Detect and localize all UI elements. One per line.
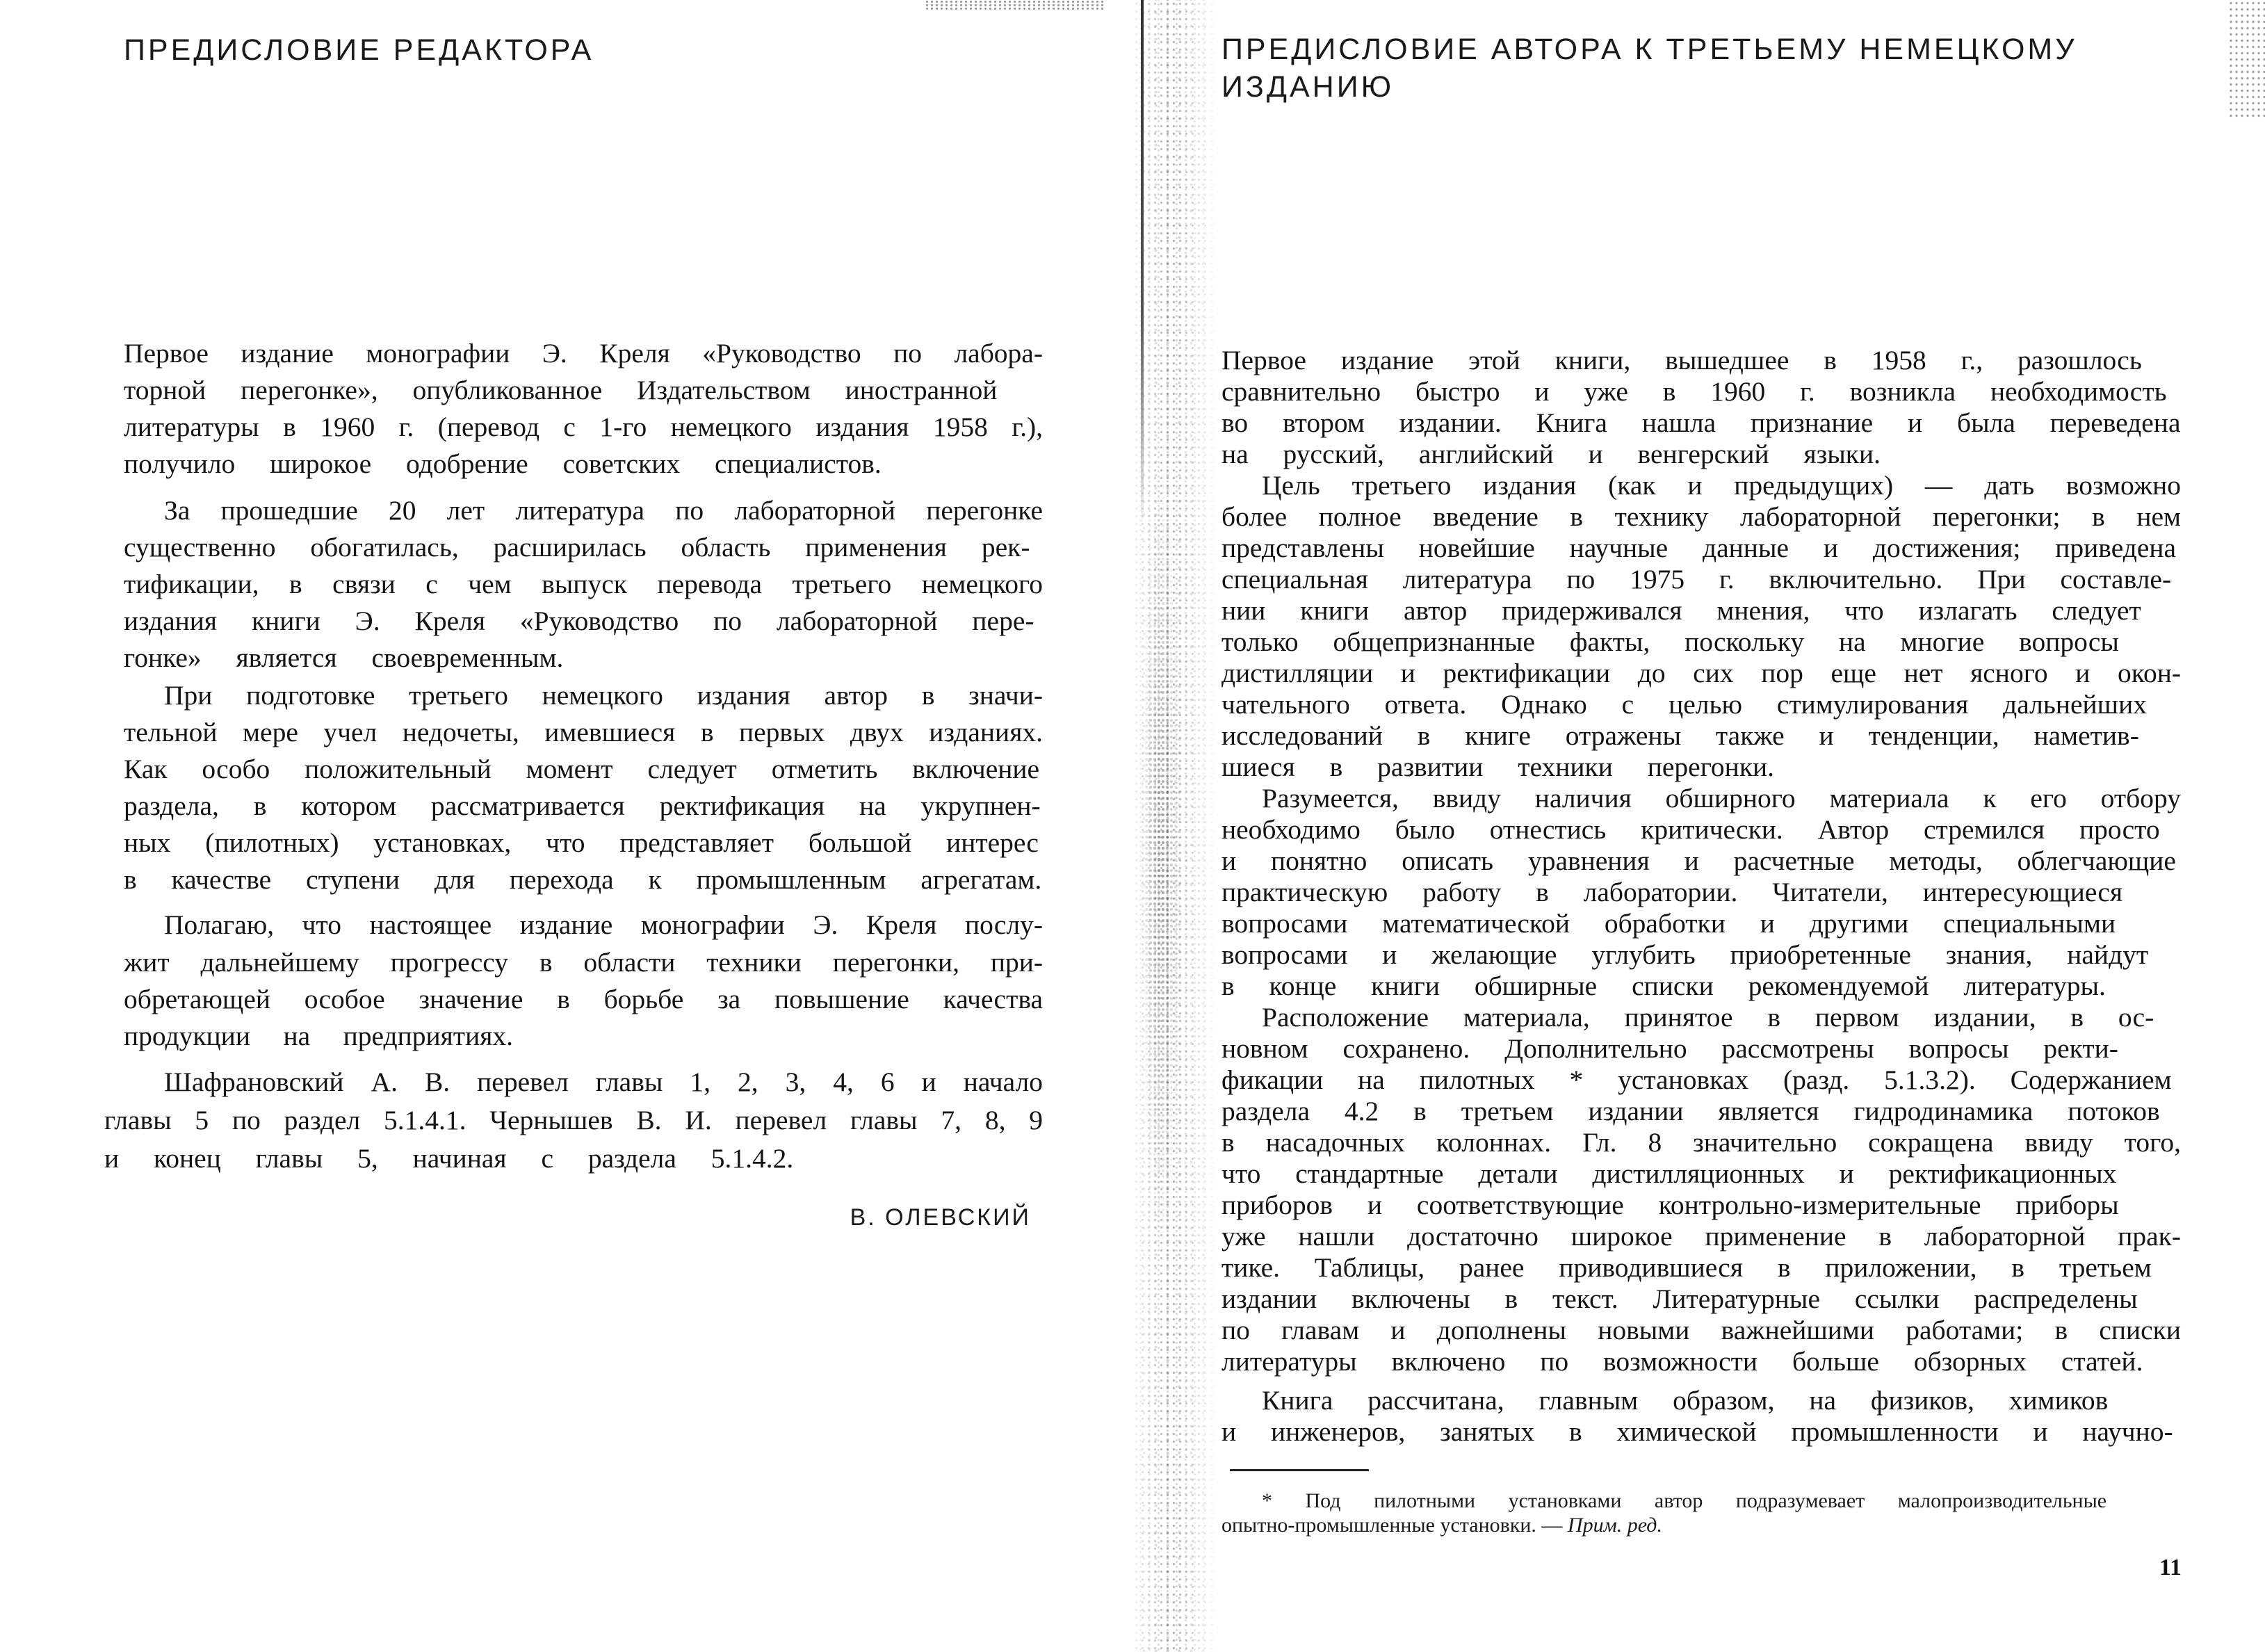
- text-line: новном сохранено. Дополнительно рассмотрены вопросы ректи-: [1221, 1033, 2118, 1064]
- text-line: торной перегонке», опубликованное Издательством иностранной: [124, 375, 998, 405]
- right-page: [1132, 0, 2265, 1652]
- gutter-line: [1141, 0, 1144, 528]
- footnote-divider: [1230, 1469, 1369, 1471]
- scan-speckle: [2228, 0, 2265, 118]
- text-line: получило широкое одобрение советских специалистов.: [124, 448, 882, 479]
- text-line: Разумеется, ввиду наличия обширного материала к его отбору: [1262, 783, 2181, 813]
- text-line: и инженеров, занятых в химической промышленности и научно-: [1221, 1416, 2173, 1447]
- text-line: практическую работу в лаборатории. Читатели, интересующиеся: [1221, 877, 2123, 907]
- editor-preface-heading: ПРЕДИСЛОВИЕ РЕДАКТОРА: [124, 33, 594, 67]
- text-line: вопросами и желающие углубить приобретенные знания, найдут: [1221, 939, 2149, 970]
- text-line: в насадочных колоннах. Гл. 8 значительно сокращена ввиду того,: [1221, 1127, 2181, 1158]
- text-line: сравнительно быстро и уже в 1960 г. возникла необходимость: [1221, 376, 2167, 407]
- text-line: более полное введение в технику лабораторной перегонки; в нем: [1221, 501, 2181, 532]
- text-line: гонке» является своевременным.: [124, 642, 564, 673]
- text-line: За прошедшие 20 лет литература по лабораторной перегонке: [164, 495, 1043, 526]
- text-line: жит дальнейшему прогрессу в области техники перегонки, при-: [124, 947, 1043, 978]
- text-line: и конец главы 5, начиная с раздела 5.1.4.2.: [104, 1143, 794, 1174]
- text-line: раздела 4.2 в третьем издании является гидродинамика потоков: [1221, 1096, 2160, 1126]
- text-line: издании включены в текст. Литературные ссылки распределены: [1221, 1283, 2138, 1314]
- text-line: Полагаю, что настоящее издание монографии Э. Креля послу-: [164, 909, 1043, 940]
- text-line: При подготовке третьего немецкого издания автор в значи-: [164, 680, 1043, 711]
- text-line: дистилляции и ректификации до сих пор еще нет ясного и окон-: [1221, 658, 2181, 688]
- gutter-shadow: [1140, 445, 1182, 1279]
- text-line: на русский, английский и венгерский языки.: [1221, 439, 1881, 469]
- text-line: издания книги Э. Креля «Руководство по лабораторной пере-: [124, 606, 1034, 636]
- author-preface-heading: [1221, 31, 2181, 106]
- text-line: обретающей особое значение в борьбе за повышение качества: [124, 984, 1043, 1014]
- text-line: представлены новейшие научные данные и достижения; приведена: [1221, 533, 2177, 563]
- text-line: главы 5 по раздел 5.1.4.1. Чернышев В. И. перевел главы 7, 8, 9: [104, 1105, 1043, 1135]
- footnote-line: [1221, 1514, 1662, 1537]
- footnote-text: опытно-промышленные установки. —: [1221, 1514, 1563, 1537]
- text-line: что стандартные детали дистилляционных и ректификационных: [1221, 1158, 2117, 1189]
- text-line: Цель третьего издания (как и предыдущих) — дать возможно: [1262, 470, 2181, 501]
- text-line: тельной мере учел недочеты, имевшиеся в первых двух изданиях.: [124, 717, 1043, 747]
- page-number: 11: [2159, 1555, 2182, 1580]
- text-line: Книга рассчитана, главным образом, на физиков, химиков: [1262, 1385, 2109, 1416]
- text-line: специальная литература по 1975 г. включительно. При составле-: [1221, 564, 2172, 594]
- footnote-note: Прим. ред.: [1567, 1514, 1662, 1537]
- text-line: Расположение материала, принятое в первом издании, в ос-: [1262, 1002, 2154, 1032]
- text-line: и понятно описать уравнения и расчетные методы, облегчающие: [1221, 845, 2176, 876]
- text-line: Шафрановский А. В. перевел главы 1, 2, 3, 4, 6 и начало: [164, 1067, 1043, 1097]
- text-line: тике. Таблицы, ранее приводившиеся в приложении, в третьем: [1221, 1252, 2152, 1283]
- text-line: в качестве ступени для перехода к промышленным агрегатам.: [124, 864, 1042, 895]
- text-line: Первое издание этой книги, вышедшее в 1958 г., разошлось: [1221, 345, 2142, 375]
- text-line: существенно обогатилась, расширилась область применения рек-: [124, 532, 1030, 562]
- text-line: вопросами математической обработки и другими специальными: [1221, 908, 2116, 939]
- text-line: литературы включено по возможности больше обзорных статей.: [1221, 1346, 2143, 1377]
- text-line: Первое издание монографии Э. Креля «Руководство по лабора-: [124, 338, 1043, 369]
- scan-speckle: [925, 0, 1105, 10]
- text-line: фикации на пилотных * установках (разд. 5.1.3.2). Содержанием: [1221, 1064, 2172, 1095]
- text-line: приборов и соответствующие контрольно-измерительные приборы: [1221, 1190, 2119, 1220]
- text-line: в конце книги обширные списки рекомендуемой литературы.: [1221, 971, 2106, 1001]
- signature: В. ОЛЕВСКИЙ: [850, 1204, 1031, 1231]
- text-line: раздела, в котором рассматривается ректификация на укрупнен-: [124, 791, 1041, 821]
- text-line: шиеся в развитии техники перегонки.: [1221, 752, 1775, 782]
- text-line: исследований в книге отражены также и тенденции, наметив-: [1221, 720, 2139, 751]
- text-line: только общепризнанные факты, поскольку на многие вопросы: [1221, 626, 2119, 657]
- footnote-line: * Под пилотными установками автор подразумевает малопроизводительные: [1262, 1489, 2107, 1512]
- text-line: чательного ответа. Однако с целью стимулирования дальнейших: [1221, 689, 2147, 720]
- text-line: Как особо положительный момент следует отметить включение: [124, 754, 1040, 784]
- text-line: во втором издании. Книга нашла признание и была переведена: [1221, 407, 2181, 438]
- text-line: продукции на предприятиях.: [124, 1021, 513, 1051]
- text-line: ных (пилотных) установках, что представляет большой интерес: [124, 827, 1039, 858]
- heading-line: ПРЕДИСЛОВИЕ АВТОРА К ТРЕТЬЕМУ НЕМЕЦКОМУ: [1221, 33, 2077, 66]
- text-line: уже нашли достаточно широкое применение в лабораторной прак-: [1221, 1221, 2181, 1252]
- text-line: по главам и дополнены новыми важнейшими работами; в списки: [1221, 1315, 2181, 1345]
- heading-line: ИЗДАНИЮ: [1221, 70, 1395, 104]
- text-line: литературы в 1960 г. (перевод с 1-го немецкого издания 1958 г.),: [124, 412, 1043, 442]
- text-line: необходимо было отнестись критически. Автор стремился просто: [1221, 814, 2160, 845]
- text-line: нии книги автор придерживался мнения, что излагать следует: [1221, 595, 2141, 626]
- text-line: тификации, в связи с чем выпуск перевода третьего немецкого: [124, 569, 1043, 599]
- left-page: [0, 0, 1132, 1652]
